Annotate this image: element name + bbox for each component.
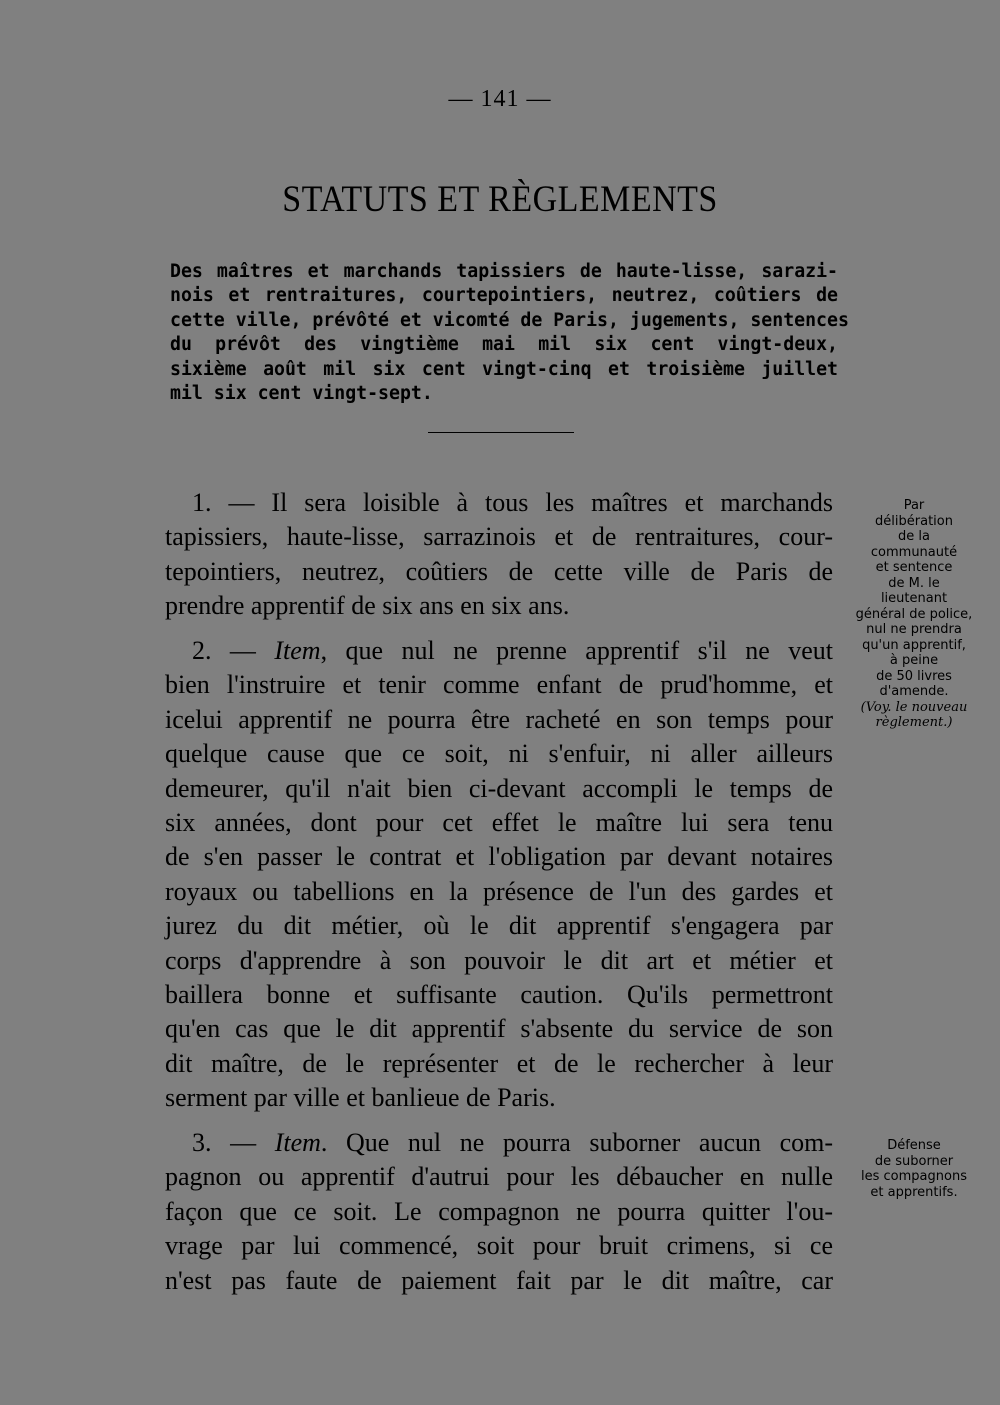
article-2 bbox=[165, 634, 833, 1115]
article-line: façon que ce soit. Le compagnon ne pourra quitter l'ou- bbox=[165, 1196, 833, 1226]
margin-note-line: d'amende. bbox=[879, 684, 949, 699]
article-line: jurez du dit métier, où le dit apprentif s'engagera par bbox=[165, 911, 833, 941]
article-line bbox=[165, 634, 833, 668]
margin-note-line: qu'un apprentif, bbox=[862, 637, 966, 653]
margin-note-line: les compagnons bbox=[861, 1169, 967, 1184]
article-line: vrage par lui commencé, soit pour bruit crimens, si ce bbox=[165, 1231, 833, 1261]
article-line: icelui apprentif ne pourra être racheté en son temps pour bbox=[165, 704, 833, 734]
margin-note-line: de suborner bbox=[874, 1153, 954, 1169]
margin-note-line: de 50 livres bbox=[876, 668, 952, 684]
article-line: serment par ville et banlieue de Paris. bbox=[165, 1083, 556, 1113]
article-line: corps d'apprendre à son pouvoir le dit art et métier et bbox=[165, 945, 833, 975]
article-number: 3. — bbox=[192, 1128, 275, 1157]
article-line: qu'en cas que le dit apprentif s'absente du service de son bbox=[165, 1014, 833, 1044]
article-line: dit maître, de le représenter et de le rechercher à leur bbox=[165, 1048, 833, 1078]
article-line: royaux ou tabellions en la présence de l'un des gardes et bbox=[165, 876, 833, 906]
article-line-text: . Que nul ne pourra suborner aucun com- bbox=[320, 1128, 833, 1157]
article-line: pagnon ou apprentif d'autrui pour les débaucher en nulle bbox=[165, 1162, 833, 1192]
margin-note-line: de la bbox=[898, 529, 930, 544]
margin-note-line: délibération bbox=[875, 513, 953, 529]
article-line-text: , que nul ne prenne apprentif s'il ne veut bbox=[320, 636, 833, 665]
article-1 bbox=[165, 486, 833, 624]
intro-line: mil six cent vingt-sept. bbox=[170, 382, 433, 404]
intro-line: Des maîtres et marchands tapissiers de haute-lisse, sarazi- bbox=[170, 261, 838, 282]
article-line: baillera bonne et suffisante caution. Qu'ils permettront bbox=[165, 979, 833, 1009]
item-word: Item bbox=[274, 636, 321, 665]
article-line: bien l'instruire et tenir comme enfant de prud'homme, et bbox=[165, 670, 833, 700]
margin-note-line: de M. le bbox=[888, 575, 940, 591]
margin-note-line: et sentence bbox=[875, 560, 953, 575]
intro-line: nois et rentraitures, courtepointiers, neutrez, coûtiers de bbox=[170, 285, 838, 307]
page-title: STATUTS ET RÈGLEMENTS bbox=[282, 179, 718, 220]
article-number: 2. — bbox=[192, 636, 275, 665]
page-number: — 141 — bbox=[448, 86, 552, 112]
article-line: six années, dont pour cet effet le maître lui sera tenu bbox=[165, 807, 833, 837]
article-line: n'est pas faute de paiement fait par le dit maître, car bbox=[165, 1265, 833, 1295]
intro-line: sixième août mil six cent vingt-cinq et troisième juillet bbox=[170, 358, 838, 380]
article-line: prendre apprentif de six ans en six ans. bbox=[165, 591, 570, 621]
intro-line: cette ville, prévôté et vicomté de Paris, jugements, sentences bbox=[170, 309, 849, 331]
separator-rule bbox=[428, 432, 574, 433]
intro-paragraph bbox=[170, 260, 849, 406]
article-3 bbox=[165, 1126, 833, 1298]
article-line: 1. — Il sera loisible à tous les maîtres et marchands bbox=[192, 488, 833, 517]
margin-note-line: à peine bbox=[889, 653, 939, 668]
article-line: tapissiers, haute-lisse, sarrazinois et de rentraitures, cour- bbox=[165, 522, 833, 552]
article-line: demeurer, qu'il n'ait bien ci-devant accompli le temps de bbox=[165, 773, 833, 803]
article-line bbox=[165, 1126, 833, 1160]
margin-note-reference: (Voy. le nouveau bbox=[860, 699, 968, 715]
margin-note-line: lieutenant bbox=[880, 591, 948, 606]
margin-note-suborning bbox=[844, 1138, 984, 1200]
article-line: tepointiers, neutrez, coûtiers de cette ville de Paris de bbox=[165, 556, 833, 586]
intro-line: du prévôt des vingtième mai mil six cent vingt-deux, bbox=[170, 334, 838, 356]
article-line: de s'en passer le contrat et l'obligation par devant notaires bbox=[165, 842, 833, 872]
article-line: quelque cause que ce soit, ni s'enfuir, ni aller ailleurs bbox=[165, 739, 833, 769]
margin-note-reference: règlement.) bbox=[875, 715, 953, 730]
margin-note-line: Défense bbox=[887, 1138, 941, 1153]
margin-note-line: communauté bbox=[870, 544, 958, 560]
margin-note-line: général de police, bbox=[855, 606, 973, 622]
margin-note-apprentice bbox=[844, 498, 984, 731]
item-word: Item bbox=[274, 1128, 321, 1157]
margin-note-line: et apprentifs. bbox=[870, 1184, 958, 1200]
margin-note-line: Par bbox=[903, 498, 925, 513]
margin-note-line: nul ne prendra bbox=[866, 622, 962, 637]
